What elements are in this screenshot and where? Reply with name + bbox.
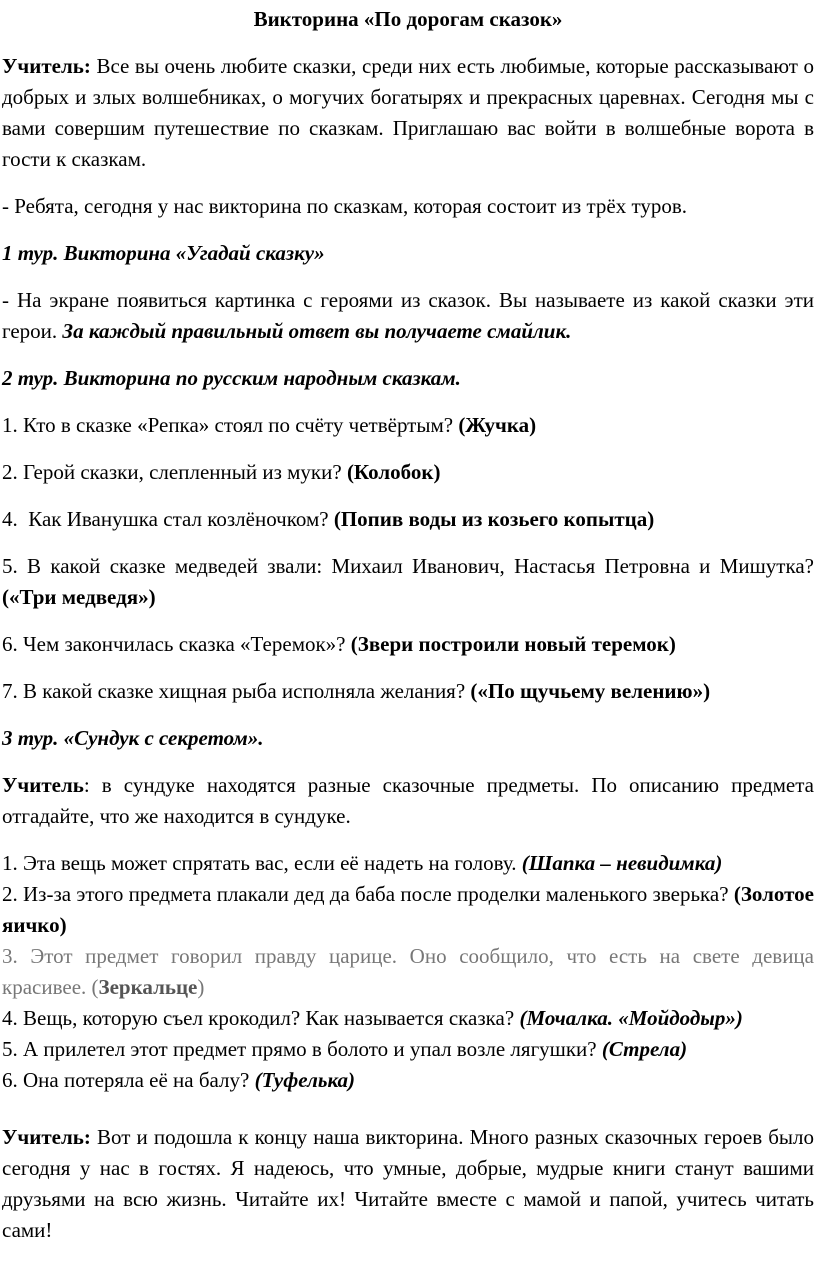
answer-text: (Стрела) xyxy=(601,1037,688,1061)
tour3-question xyxy=(2,879,814,941)
tour1-emphasis: За каждый правильный ответ вы получаете смайлик. xyxy=(62,319,572,343)
tour2-question xyxy=(2,629,814,660)
question-text: 6. Чем закончилась сказка «Теремок»? xyxy=(2,632,351,656)
question-text: 7. В какой сказке хищная рыба исполняла желания? xyxy=(2,679,471,703)
tour2-question xyxy=(2,504,814,535)
tour3-question xyxy=(2,1034,814,1065)
tour3-intro xyxy=(2,770,814,832)
answer-text: («По щучьему велению») xyxy=(470,679,711,703)
question-tail: ) xyxy=(197,975,205,999)
question-text: 1. Эта вещь может спрятать вас, если её надеть на голову. xyxy=(2,851,522,875)
tour2-question xyxy=(2,457,814,488)
question-text: 4. Вещь, которую съел крокодил? Как называется сказка? xyxy=(2,1006,520,1030)
question-text: 4. Как Иванушка стал козлёночком? xyxy=(2,507,334,531)
answer-text: (Туфелька) xyxy=(254,1068,356,1092)
question-text: 2. Герой сказки, слепленный из муки? xyxy=(2,460,347,484)
speaker-label: Учитель xyxy=(2,773,84,797)
question-text: 5. А прилетел этот предмет прямо в болото и упал возле лягушки? xyxy=(2,1037,602,1061)
answer-text: (Колобок) xyxy=(346,460,441,484)
question-text: 5. В какой сказке медведей звали: Михаил Иванович, Настасья Петровна и Мишутка? xyxy=(2,554,814,578)
answer-text: (Шапка – невидимка) xyxy=(521,851,723,875)
closing-paragraph xyxy=(2,1122,814,1246)
tour1-heading: 1 тур. Викторина «Угадай сказку» xyxy=(2,241,325,265)
speaker-label: Учитель: xyxy=(2,1125,91,1149)
question-text: 3. Этот предмет говорил правду царице. Оно сообщило, что есть на свете девица красивее. ( xyxy=(2,944,814,999)
intro-text: Все вы очень любите сказки, среди них есть любимые, которые рассказывают о добрых и злых волшебниках, о могучих богатырях и прекрасных царевнах. Сегодня мы с вами совершим путешествие по сказкам. Приглашаю вас войти в волшебные ворота в гости к сказкам. xyxy=(2,54,814,171)
intro-paragraph xyxy=(2,51,814,175)
answer-text: (Жучка) xyxy=(458,413,537,437)
tour1-paragraph xyxy=(2,285,814,347)
question-text: 2. Из-за этого предмета плакали дед да баба после проделки маленького зверька? xyxy=(2,882,734,906)
closing-text: Вот и подошла к концу наша викторина. Много разных сказочных героев было сегодня у нас в гостях. Я надеюсь, что умные, добрые, мудрые книги станут вашими друзьями на всю жизнь. Читайте их! Читайте вместе с мамой и папой, учитесь читать сами! xyxy=(2,1125,814,1242)
tour2-question xyxy=(2,551,814,613)
announcement-paragraph: - Ребята, сегодня у нас викторина по сказкам, которая состоит из трёх туров. xyxy=(2,194,688,218)
tour2-heading: 2 тур. Викторина по русским народным сказкам. xyxy=(2,366,461,390)
answer-text: (Золотое яичко) xyxy=(2,882,814,937)
question-text: 6. Она потеряла её на балу? xyxy=(2,1068,255,1092)
tour2-question xyxy=(2,676,814,707)
tour3-question xyxy=(2,1003,814,1034)
tour2-question xyxy=(2,410,814,441)
tour1-text: - На экране появиться картинка с героями из сказок. Вы называете из какой сказки эти герои. xyxy=(2,288,814,343)
answer-text: (Звери построили новый теремок) xyxy=(350,632,676,656)
answer-text: (Попив воды из козьего копытца) xyxy=(333,507,655,531)
answer-text: Зеркальце xyxy=(98,975,198,999)
tour3-question xyxy=(2,848,814,879)
answer-text: («Три медведя») xyxy=(2,585,156,609)
page-title: Викторина «По дорогам сказок» xyxy=(253,7,563,31)
speaker-label: Учитель: xyxy=(2,54,91,78)
tour3-text: : в сундуке находятся разные сказочные предметы. По описанию предмета отгадайте, что же находится в сундуке. xyxy=(2,773,814,828)
question-text: 1. Кто в сказке «Репка» стоял по счёту четвёртым? xyxy=(2,413,459,437)
tour3-heading: 3 тур. «Сундук с секретом». xyxy=(2,726,264,750)
tour3-question xyxy=(2,1065,814,1096)
answer-text: (Мочалка. «Мойдодыр») xyxy=(519,1006,743,1030)
tour3-question xyxy=(2,941,814,1003)
